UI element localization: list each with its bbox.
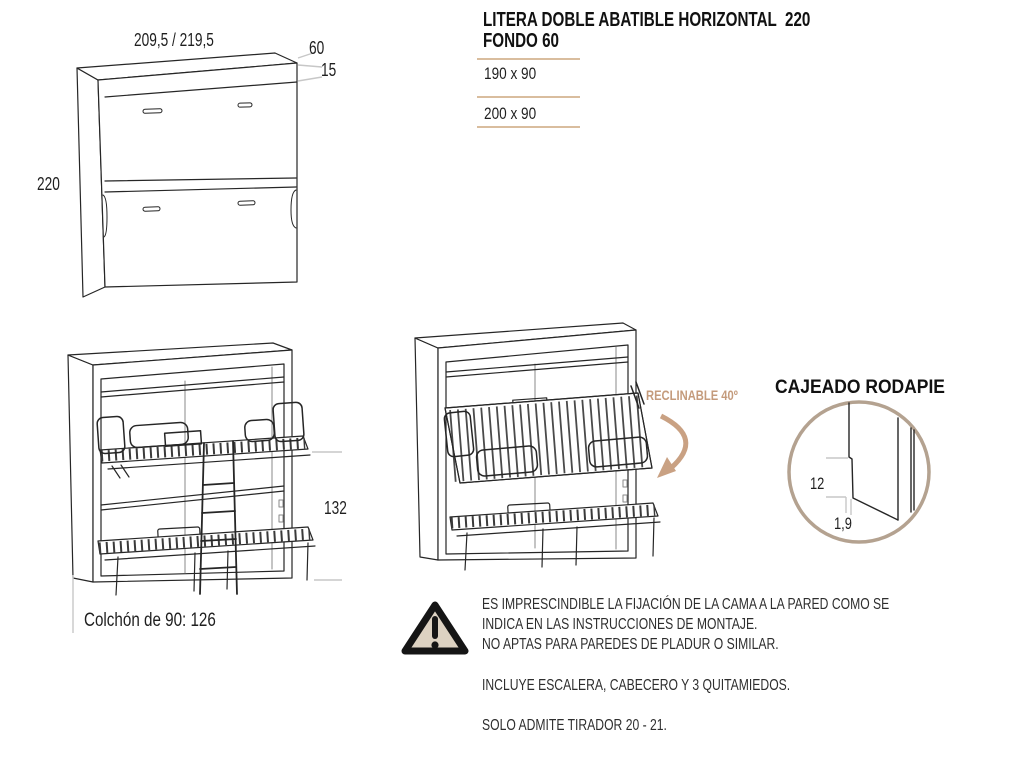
- warning-line-2: INDICA EN LAS INSTRUCCIONES DE MONTAJE.: [482, 616, 758, 633]
- rodapie-title: CAJEADO RODAPIE: [775, 377, 945, 398]
- rodapie-detail-drawing: [780, 395, 945, 557]
- recline-arrow-icon: [657, 416, 686, 478]
- divider-line: [477, 126, 580, 128]
- closed-depth-label: 60: [309, 38, 325, 58]
- detail-circle: [789, 402, 929, 542]
- closed-height-label: 220: [37, 174, 60, 194]
- warning-line-3: NO APTAS PARA PAREDES DE PLADUR O SIMILAR.: [482, 636, 779, 653]
- open-bunk-drawing: [50, 335, 430, 650]
- rodapie-depth-label: 1,9: [834, 514, 852, 533]
- mattress-note-label: Colchón de 90: 126: [84, 610, 216, 631]
- size-option-2: 200 x 90: [484, 104, 537, 123]
- closed-width-label: 209,5 / 219,5: [134, 30, 214, 50]
- warning-text: [482, 595, 1018, 655]
- closed-top-band-label: 15: [321, 60, 337, 80]
- closed-cabinet-drawing: [20, 25, 370, 315]
- open-bed-height-label: 132: [324, 498, 347, 518]
- divider-line: [477, 58, 580, 60]
- includes-note: INCLUYE ESCALERA, CABECERO Y 3 QUITAMIEDOS.: [482, 677, 791, 694]
- warning-triangle-icon: [400, 596, 470, 658]
- reclined-bunk-drawing: [405, 320, 775, 588]
- divider-line: [477, 96, 580, 98]
- handle-note: SOLO ADMITE TIRADOR 20 - 21.: [482, 717, 667, 734]
- page-title: LITERA DOBLE ABATIBLE HORIZONTAL 220 FONDO 60: [483, 9, 811, 52]
- size-option-1: 190 x 90: [484, 64, 537, 83]
- recline-note-label: RECLINABLE 40º: [646, 387, 738, 403]
- rodapie-height-label: 12: [810, 474, 825, 493]
- warning-line-1: ES IMPRESCINDIBLE LA FIJACIÓN DE LA CAMA A LA PARED COMO SE: [482, 596, 890, 613]
